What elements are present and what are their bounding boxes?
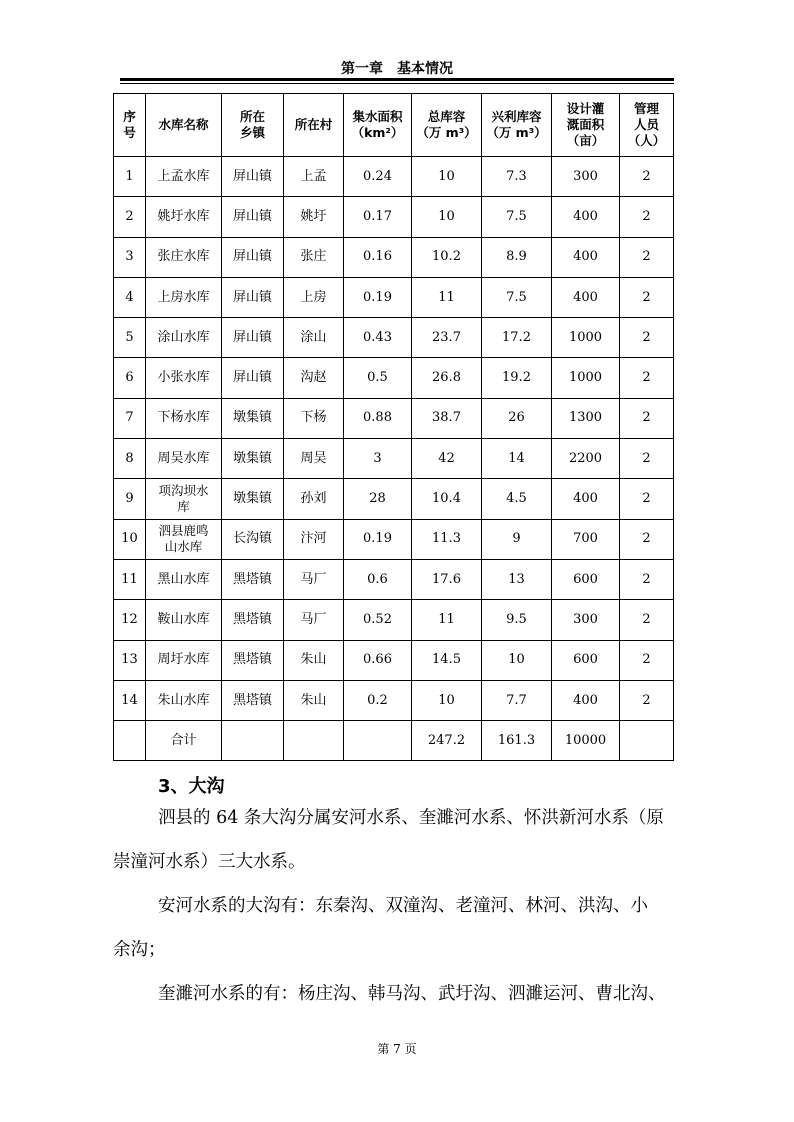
table-cell: 0.19 bbox=[344, 519, 412, 559]
table-cell: 13 bbox=[482, 559, 552, 599]
table-cell: 2 bbox=[620, 479, 674, 519]
table-cell: 上孟 bbox=[284, 157, 344, 197]
table-header-cell: 所在村 bbox=[284, 94, 344, 157]
table-cell: 400 bbox=[552, 680, 620, 720]
table-cell: 9 bbox=[482, 519, 552, 559]
table-cell: 28 bbox=[344, 479, 412, 519]
table-cell: 2 bbox=[620, 600, 674, 640]
table-cell: 2 bbox=[620, 559, 674, 599]
table-cell: 朱山 bbox=[284, 680, 344, 720]
table-cell: 8.9 bbox=[482, 237, 552, 277]
table-cell: 0.52 bbox=[344, 600, 412, 640]
table-body bbox=[114, 157, 674, 761]
table-header-cell: 设计灌 溉面积 （亩） bbox=[552, 94, 620, 157]
table-cell: 0.24 bbox=[344, 157, 412, 197]
table-row bbox=[114, 237, 674, 277]
table-cell: 17.2 bbox=[482, 318, 552, 358]
section-heading: 3、大沟 bbox=[158, 776, 225, 797]
table-cell: 10 bbox=[412, 680, 482, 720]
table-cell: 黑山水库 bbox=[146, 559, 222, 599]
table-cell: 13 bbox=[114, 640, 146, 680]
table-cell: 26.8 bbox=[412, 358, 482, 398]
table-cell: 孙刘 bbox=[284, 479, 344, 519]
table-cell: 墩集镇 bbox=[222, 398, 284, 438]
table-cell: 247.2 bbox=[412, 721, 482, 761]
table-cell: 上房水库 bbox=[146, 277, 222, 317]
table-cell: 1000 bbox=[552, 358, 620, 398]
table-cell: 10.4 bbox=[412, 479, 482, 519]
table-header-cell: 总库容 （万 m³） bbox=[412, 94, 482, 157]
table-row bbox=[114, 680, 674, 720]
table-cell: 姚圩水库 bbox=[146, 197, 222, 237]
table-cell: 400 bbox=[552, 197, 620, 237]
table-cell: 11 bbox=[412, 600, 482, 640]
paragraph-line: 崇潼河水系）三大水系。 bbox=[113, 852, 306, 872]
table-row bbox=[114, 157, 674, 197]
table-cell bbox=[284, 721, 344, 761]
table-cell bbox=[344, 721, 412, 761]
table-cell: 0.5 bbox=[344, 358, 412, 398]
table-cell: 2 bbox=[620, 439, 674, 479]
table-cell: 2 bbox=[114, 197, 146, 237]
table-cell: 400 bbox=[552, 479, 620, 519]
table-cell: 300 bbox=[552, 600, 620, 640]
table-cell bbox=[222, 721, 284, 761]
table-cell: 周吴 bbox=[284, 439, 344, 479]
table-row bbox=[114, 479, 674, 519]
table-cell: 姚圩 bbox=[284, 197, 344, 237]
table-cell: 4.5 bbox=[482, 479, 552, 519]
table-cell: 400 bbox=[552, 277, 620, 317]
table-cell: 2 bbox=[620, 640, 674, 680]
table-cell: 9.5 bbox=[482, 600, 552, 640]
table-cell: 14 bbox=[114, 680, 146, 720]
table-cell: 下杨水库 bbox=[146, 398, 222, 438]
table-cell: 上孟水库 bbox=[146, 157, 222, 197]
table-cell: 7.7 bbox=[482, 680, 552, 720]
table-cell: 周圩水库 bbox=[146, 640, 222, 680]
table-cell: 屏山镇 bbox=[222, 157, 284, 197]
table-row bbox=[114, 600, 674, 640]
table-cell: 2 bbox=[620, 157, 674, 197]
table-cell: 沟赵 bbox=[284, 358, 344, 398]
table-header-cell: 兴利库容 （万 m³） bbox=[482, 94, 552, 157]
table-header-cell: 水库名称 bbox=[146, 94, 222, 157]
table-cell: 2 bbox=[620, 398, 674, 438]
table-cell: 黑塔镇 bbox=[222, 640, 284, 680]
header-rule-thin bbox=[120, 83, 674, 84]
table-cell: 鞍山水库 bbox=[146, 600, 222, 640]
table-cell: 4 bbox=[114, 277, 146, 317]
table-cell: 2 bbox=[620, 519, 674, 559]
table-cell: 10 bbox=[412, 197, 482, 237]
table-cell: 屏山镇 bbox=[222, 237, 284, 277]
table-cell: 下杨 bbox=[284, 398, 344, 438]
table-cell: 项沟坝水 库 bbox=[146, 479, 222, 519]
table-header-cell: 序 号 bbox=[114, 94, 146, 157]
table-cell: 汴河 bbox=[284, 519, 344, 559]
table-cell: 11 bbox=[412, 277, 482, 317]
table-cell: 2 bbox=[620, 358, 674, 398]
paragraph-2 bbox=[113, 884, 678, 972]
table-cell: 0.88 bbox=[344, 398, 412, 438]
table-cell: 14.5 bbox=[412, 640, 482, 680]
table-cell: 2200 bbox=[552, 439, 620, 479]
table-cell: 上房 bbox=[284, 277, 344, 317]
table-cell: 600 bbox=[552, 640, 620, 680]
table-cell: 墩集镇 bbox=[222, 439, 284, 479]
table-header-cell: 集水面积 （km²） bbox=[344, 94, 412, 157]
table-total-row bbox=[114, 721, 674, 761]
table-cell: 合计 bbox=[146, 721, 222, 761]
table-cell: 11.3 bbox=[412, 519, 482, 559]
table-cell: 10 bbox=[114, 519, 146, 559]
table-cell: 2 bbox=[620, 277, 674, 317]
table-cell: 屏山镇 bbox=[222, 197, 284, 237]
table-cell: 10.2 bbox=[412, 237, 482, 277]
table-cell: 黑塔镇 bbox=[222, 680, 284, 720]
table-cell bbox=[620, 721, 674, 761]
table-cell: 泗县鹿鸣 山水库 bbox=[146, 519, 222, 559]
table-cell: 屏山镇 bbox=[222, 358, 284, 398]
table-cell: 10 bbox=[482, 640, 552, 680]
table-cell: 0.6 bbox=[344, 559, 412, 599]
table-row bbox=[114, 519, 674, 559]
table-cell: 14 bbox=[482, 439, 552, 479]
paragraph-line: 奎濉河水系的有：杨庄沟、韩马沟、武圩沟、泗濉运河、曹北沟、 bbox=[158, 984, 666, 1004]
table-cell: 600 bbox=[552, 559, 620, 599]
table-cell: 黑塔镇 bbox=[222, 600, 284, 640]
table-cell: 朱山水库 bbox=[146, 680, 222, 720]
table-cell: 700 bbox=[552, 519, 620, 559]
table-cell: 38.7 bbox=[412, 398, 482, 438]
table-cell: 2 bbox=[620, 680, 674, 720]
table-row bbox=[114, 318, 674, 358]
table-cell: 墩集镇 bbox=[222, 479, 284, 519]
table-cell: 161.3 bbox=[482, 721, 552, 761]
table-cell: 7 bbox=[114, 398, 146, 438]
table-cell: 周吴水库 bbox=[146, 439, 222, 479]
table-cell: 400 bbox=[552, 237, 620, 277]
table-cell: 11 bbox=[114, 559, 146, 599]
table-cell: 1000 bbox=[552, 318, 620, 358]
table-cell: 2 bbox=[620, 197, 674, 237]
table-cell: 26 bbox=[482, 398, 552, 438]
table-cell: 2 bbox=[620, 237, 674, 277]
reservoir-table bbox=[113, 93, 674, 761]
chapter-header: 第一章 基本情况 bbox=[341, 61, 453, 77]
table-row bbox=[114, 197, 674, 237]
table-cell: 黑塔镇 bbox=[222, 559, 284, 599]
table-cell: 7.5 bbox=[482, 197, 552, 237]
table-cell: 6 bbox=[114, 358, 146, 398]
table-cell: 1300 bbox=[552, 398, 620, 438]
paragraph-line: 泗县的 64 条大沟分属安河水系、奎濉河水系、怀洪新河水系（原 bbox=[158, 808, 664, 828]
table-cell: 3 bbox=[114, 237, 146, 277]
table-cell: 0.66 bbox=[344, 640, 412, 680]
table-cell: 0.16 bbox=[344, 237, 412, 277]
table-cell: 马厂 bbox=[284, 559, 344, 599]
table-cell: 朱山 bbox=[284, 640, 344, 680]
page-number: 第 7 页 bbox=[377, 1042, 417, 1056]
table-cell: 张庄 bbox=[284, 237, 344, 277]
paragraph-line: 余沟； bbox=[113, 940, 166, 960]
paragraph-1 bbox=[113, 796, 678, 884]
table-cell: 屏山镇 bbox=[222, 277, 284, 317]
table-cell: 屏山镇 bbox=[222, 318, 284, 358]
table-cell: 19.2 bbox=[482, 358, 552, 398]
table-cell: 1 bbox=[114, 157, 146, 197]
table-cell: 涂山 bbox=[284, 318, 344, 358]
table-row bbox=[114, 559, 674, 599]
table-cell: 300 bbox=[552, 157, 620, 197]
table-header-cell: 管理 人员 （人） bbox=[620, 94, 674, 157]
paragraph-3 bbox=[113, 972, 678, 1016]
table-header-row bbox=[114, 94, 674, 157]
table-cell: 小张水库 bbox=[146, 358, 222, 398]
table-row bbox=[114, 277, 674, 317]
table-cell: 7.3 bbox=[482, 157, 552, 197]
table-cell: 10000 bbox=[552, 721, 620, 761]
table-cell: 0.2 bbox=[344, 680, 412, 720]
table-cell: 9 bbox=[114, 479, 146, 519]
table-cell: 5 bbox=[114, 318, 146, 358]
table-cell: 0.19 bbox=[344, 277, 412, 317]
table-cell: 12 bbox=[114, 600, 146, 640]
header-rule-thick bbox=[120, 78, 674, 81]
table-row bbox=[114, 640, 674, 680]
paragraph-line: 安河水系的大沟有：东秦沟、双潼沟、老潼河、林河、洪沟、小 bbox=[158, 896, 648, 916]
table-cell: 10 bbox=[412, 157, 482, 197]
table-row bbox=[114, 398, 674, 438]
table-cell: 3 bbox=[344, 439, 412, 479]
table-cell: 张庄水库 bbox=[146, 237, 222, 277]
table-cell bbox=[114, 721, 146, 761]
table-row bbox=[114, 358, 674, 398]
table-cell: 0.43 bbox=[344, 318, 412, 358]
table-cell: 0.17 bbox=[344, 197, 412, 237]
table-cell: 7.5 bbox=[482, 277, 552, 317]
table-cell: 23.7 bbox=[412, 318, 482, 358]
table-cell: 涂山水库 bbox=[146, 318, 222, 358]
table-cell: 2 bbox=[620, 318, 674, 358]
table-cell: 17.6 bbox=[412, 559, 482, 599]
table-row bbox=[114, 439, 674, 479]
table-cell: 马厂 bbox=[284, 600, 344, 640]
table-cell: 8 bbox=[114, 439, 146, 479]
table-cell: 42 bbox=[412, 439, 482, 479]
table-header-cell: 所在 乡镇 bbox=[222, 94, 284, 157]
table-cell: 长沟镇 bbox=[222, 519, 284, 559]
